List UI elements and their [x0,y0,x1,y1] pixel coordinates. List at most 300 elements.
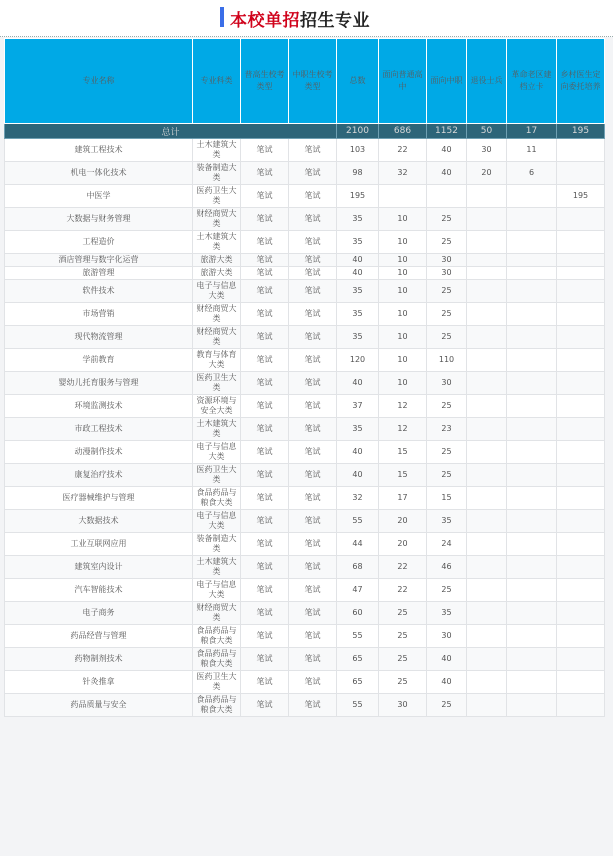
table-cell [467,395,507,418]
table-row [5,510,605,533]
table-cell [507,510,557,533]
table-row [5,694,605,717]
table-cell: 笔试 [241,464,289,487]
total-row [5,124,605,139]
category-cell: 电子与信息大类 [193,441,241,464]
table-row [5,139,605,162]
table-cell: 12 [379,395,427,418]
table-row [5,254,605,267]
table-cell [507,349,557,372]
table-cell: 30 [427,254,467,267]
table-cell: 笔试 [241,602,289,625]
category-cell: 装备制造大类 [193,533,241,556]
table-row [5,464,605,487]
table-cell: 笔试 [289,464,337,487]
table-cell [557,372,605,395]
category-cell: 土木建筑大类 [193,139,241,162]
category-cell: 教育与体育大类 [193,349,241,372]
category-cell: 旅游大类 [193,254,241,267]
table-cell: 110 [427,349,467,372]
table-cell: 笔试 [289,139,337,162]
table-cell: 20 [379,510,427,533]
table-cell: 10 [379,280,427,303]
table-cell: 40 [337,464,379,487]
table-row [5,185,605,208]
table-cell: 笔试 [241,280,289,303]
table-cell: 35 [427,510,467,533]
major-name-cell: 中医学 [5,185,193,208]
table-row [5,162,605,185]
table-cell: 22 [379,139,427,162]
table-cell: 40 [337,372,379,395]
table-cell: 35 [337,326,379,349]
table-cell: 笔试 [241,648,289,671]
category-cell: 土木建筑大类 [193,418,241,441]
title-accent-bar [220,7,224,27]
table-cell: 40 [337,441,379,464]
title-bar [0,0,613,37]
table-cell: 30 [467,139,507,162]
table-cell: 15 [379,464,427,487]
table-cell: 32 [379,162,427,185]
table-cell: 10 [379,267,427,280]
table-cell [467,464,507,487]
category-cell: 医药卫生大类 [193,464,241,487]
table-cell: 10 [379,372,427,395]
category-cell: 资源环境与安全大类 [193,395,241,418]
category-cell: 医药卫生大类 [193,671,241,694]
table-cell: 笔试 [289,267,337,280]
table-cell: 30 [427,372,467,395]
table-cell: 25 [427,208,467,231]
table-cell [557,648,605,671]
category-cell: 财经商贸大类 [193,208,241,231]
category-cell: 电子与信息大类 [193,510,241,533]
table-cell [557,464,605,487]
table-cell: 笔试 [289,694,337,717]
table-row [5,441,605,464]
table-cell [557,556,605,579]
header-cell: 面向普通高中 [379,39,427,124]
table-cell: 笔试 [241,579,289,602]
table-cell: 笔试 [241,510,289,533]
total-label: 总计 [5,124,337,139]
table-cell [467,556,507,579]
total-cell: 2100 [337,124,379,139]
table-cell: 195 [337,185,379,208]
table-cell [557,162,605,185]
table-cell [467,602,507,625]
table-cell [557,326,605,349]
table-cell [467,208,507,231]
table-cell: 笔试 [289,372,337,395]
table-row [5,267,605,280]
table-cell: 15 [379,441,427,464]
table-cell: 笔试 [241,254,289,267]
table-cell [467,510,507,533]
table-cell: 笔试 [289,510,337,533]
table-row [5,533,605,556]
major-name-cell: 汽车智能技术 [5,579,193,602]
table-cell [507,231,557,254]
table-cell: 笔试 [289,602,337,625]
table-cell: 笔试 [289,441,337,464]
table-cell [557,625,605,648]
table-cell: 10 [379,326,427,349]
table-cell: 笔试 [241,326,289,349]
major-name-cell: 软件技术 [5,280,193,303]
table-cell: 笔试 [241,231,289,254]
major-name-cell: 大数据与财务管理 [5,208,193,231]
table-cell: 25 [427,303,467,326]
major-name-cell: 针灸推拿 [5,671,193,694]
table-row [5,418,605,441]
table-row [5,231,605,254]
table-cell [467,418,507,441]
table-cell: 11 [507,139,557,162]
table-cell: 笔试 [289,162,337,185]
major-name-cell: 学前教育 [5,349,193,372]
table-cell: 195 [557,185,605,208]
table-cell: 40 [337,254,379,267]
table-cell [507,694,557,717]
table-cell [467,267,507,280]
table-cell: 17 [379,487,427,510]
table-cell [507,326,557,349]
major-name-cell: 旅游管理 [5,267,193,280]
major-name-cell: 环境监测技术 [5,395,193,418]
category-cell: 电子与信息大类 [193,280,241,303]
page-title [230,6,370,31]
table-cell: 25 [379,648,427,671]
table-cell [507,671,557,694]
table-cell: 23 [427,418,467,441]
table-cell [467,349,507,372]
table-cell: 10 [379,208,427,231]
table-cell [467,441,507,464]
table-cell: 笔试 [289,303,337,326]
table-cell: 10 [379,303,427,326]
major-name-cell: 电子商务 [5,602,193,625]
total-cell: 1152 [427,124,467,139]
table-cell: 37 [337,395,379,418]
table-cell: 20 [467,162,507,185]
table-cell: 68 [337,556,379,579]
major-name-cell: 药品质量与安全 [5,694,193,717]
category-cell: 土木建筑大类 [193,231,241,254]
table-cell: 6 [507,162,557,185]
table-cell [467,533,507,556]
total-cell: 686 [379,124,427,139]
table-cell: 12 [379,418,427,441]
table-cell [557,395,605,418]
table-cell: 35 [337,208,379,231]
table-cell: 30 [379,694,427,717]
major-name-cell: 建筑工程技术 [5,139,193,162]
table-cell: 35 [337,418,379,441]
table-cell [557,303,605,326]
table-cell [467,625,507,648]
header-cell: 面向中职 [427,39,467,124]
majors-table [4,38,605,717]
table-cell: 20 [379,533,427,556]
table-cell [507,267,557,280]
category-cell: 食品药品与粮食大类 [193,694,241,717]
major-name-cell: 婴幼儿托育服务与管理 [5,372,193,395]
table-cell: 笔试 [289,625,337,648]
header-cell: 总数 [337,39,379,124]
category-cell: 财经商贸大类 [193,326,241,349]
table-cell [467,185,507,208]
major-name-cell: 工程造价 [5,231,193,254]
table-cell [507,556,557,579]
table-row [5,602,605,625]
table-row [5,556,605,579]
table-cell [467,280,507,303]
table-cell: 44 [337,533,379,556]
table-cell [507,185,557,208]
table-cell: 笔试 [241,185,289,208]
table-cell: 25 [379,602,427,625]
table-cell: 笔试 [241,533,289,556]
table-cell: 10 [379,231,427,254]
table-cell: 笔试 [241,372,289,395]
table-cell: 笔试 [289,395,337,418]
header-cell: 革命老区建档立卡 [507,39,557,124]
table-cell [507,441,557,464]
category-cell: 财经商贸大类 [193,602,241,625]
table-cell [467,326,507,349]
table-cell: 笔试 [241,418,289,441]
table-cell: 35 [337,280,379,303]
table-cell: 25 [427,280,467,303]
table-cell [507,280,557,303]
table-cell [557,280,605,303]
table-row [5,372,605,395]
table-cell [557,579,605,602]
page-title-highlight: 本校单招 [230,11,300,31]
table-cell: 98 [337,162,379,185]
table-cell: 40 [427,648,467,671]
major-name-cell: 康复治疗技术 [5,464,193,487]
table-cell [507,602,557,625]
table-cell: 笔试 [241,349,289,372]
table-row [5,625,605,648]
table-cell: 25 [427,694,467,717]
major-name-cell: 工业互联网应用 [5,533,193,556]
table-cell: 笔试 [289,533,337,556]
table-cell: 笔试 [241,395,289,418]
table-cell: 笔试 [241,267,289,280]
major-name-cell: 建筑室内设计 [5,556,193,579]
major-name-cell: 机电一体化技术 [5,162,193,185]
table-cell: 10 [379,349,427,372]
table-cell: 笔试 [289,349,337,372]
table-cell [467,648,507,671]
table-cell: 笔试 [241,139,289,162]
table-cell: 笔试 [241,625,289,648]
table-cell: 24 [427,533,467,556]
category-cell: 装备制造大类 [193,162,241,185]
category-cell: 土木建筑大类 [193,556,241,579]
table-cell [467,579,507,602]
table-cell [557,671,605,694]
table-cell: 笔试 [289,556,337,579]
table-cell: 55 [337,510,379,533]
table-cell: 47 [337,579,379,602]
table-row [5,303,605,326]
table-cell: 32 [337,487,379,510]
table-cell [467,487,507,510]
header-cell: 专业名称 [5,39,193,124]
table-cell: 笔试 [241,671,289,694]
table-cell: 笔试 [241,487,289,510]
category-cell: 食品药品与粮食大类 [193,648,241,671]
table-row [5,208,605,231]
table-cell [557,208,605,231]
table-cell [507,625,557,648]
table-cell: 120 [337,349,379,372]
header-cell: 退役士兵 [467,39,507,124]
table-row [5,487,605,510]
category-cell: 电子与信息大类 [193,579,241,602]
table-cell: 笔试 [289,671,337,694]
total-cell: 195 [557,124,605,139]
table-cell [507,487,557,510]
table-cell [507,648,557,671]
table-cell [557,267,605,280]
table-cell [467,372,507,395]
table-cell [557,694,605,717]
table-cell: 笔试 [289,254,337,267]
table-cell: 25 [427,395,467,418]
table-cell [507,418,557,441]
table-cell: 55 [337,625,379,648]
table-cell [507,579,557,602]
table-cell: 40 [427,162,467,185]
table-cell: 30 [427,625,467,648]
table-row [5,349,605,372]
table-cell [557,510,605,533]
table-cell: 笔试 [241,556,289,579]
table-cell: 35 [337,231,379,254]
table-cell: 笔试 [289,208,337,231]
total-cell: 50 [467,124,507,139]
header-cell: 乡村医生定向委托培养 [557,39,605,124]
table-cell [507,208,557,231]
table-cell [507,372,557,395]
table-cell [557,139,605,162]
table-cell: 25 [379,625,427,648]
major-name-cell: 医疗器械维护与管理 [5,487,193,510]
total-cell: 17 [507,124,557,139]
category-cell: 医药卫生大类 [193,372,241,395]
page-title-rest: 招生专业 [300,11,370,31]
table-cell [467,231,507,254]
table-cell: 25 [427,464,467,487]
table-cell: 笔试 [289,579,337,602]
table-cell: 65 [337,671,379,694]
table-cell [467,671,507,694]
category-cell: 旅游大类 [193,267,241,280]
major-name-cell: 药物制剂技术 [5,648,193,671]
table-cell [507,254,557,267]
table-cell: 笔试 [241,303,289,326]
table-cell: 25 [427,579,467,602]
table-cell [467,303,507,326]
table-cell: 笔试 [289,280,337,303]
table-cell [557,254,605,267]
table-cell: 25 [379,671,427,694]
table-cell: 笔试 [241,441,289,464]
category-cell: 食品药品与粮食大类 [193,487,241,510]
table-cell: 笔试 [289,326,337,349]
table-cell: 40 [427,671,467,694]
table-cell [557,602,605,625]
table-cell: 笔试 [289,231,337,254]
table-cell [557,231,605,254]
table-cell: 10 [379,254,427,267]
major-name-cell: 酒店管理与数字化运营 [5,254,193,267]
table-cell: 25 [427,326,467,349]
major-name-cell: 市政工程技术 [5,418,193,441]
table-header-row [5,39,605,124]
table-row [5,579,605,602]
table-cell [507,533,557,556]
table-cell [427,185,467,208]
major-name-cell: 动漫制作技术 [5,441,193,464]
table-cell: 25 [427,441,467,464]
category-cell: 医药卫生大类 [193,185,241,208]
major-name-cell: 药品经营与管理 [5,625,193,648]
table-row [5,671,605,694]
table-cell: 笔试 [289,487,337,510]
major-name-cell: 现代物流管理 [5,326,193,349]
table-cell [557,487,605,510]
category-cell: 财经商贸大类 [193,303,241,326]
table-row [5,326,605,349]
table-row [5,280,605,303]
table-cell [507,464,557,487]
table-cell [557,418,605,441]
table-cell [507,395,557,418]
header-cell: 专业科类 [193,39,241,124]
table-cell: 22 [379,556,427,579]
table-cell: 40 [337,267,379,280]
table-cell: 40 [427,139,467,162]
table-cell: 25 [427,231,467,254]
table-row [5,648,605,671]
major-name-cell: 大数据技术 [5,510,193,533]
table-cell: 笔试 [241,162,289,185]
table-cell: 65 [337,648,379,671]
table-cell: 35 [427,602,467,625]
table-cell: 60 [337,602,379,625]
category-cell: 食品药品与粮食大类 [193,625,241,648]
table-cell [467,694,507,717]
table-cell: 笔试 [289,185,337,208]
table-cell [557,349,605,372]
header-cell: 中职生校考类型 [289,39,337,124]
table-body [5,139,605,717]
table-cell: 55 [337,694,379,717]
table-cell: 35 [337,303,379,326]
header-cell: 普高生校考类型 [241,39,289,124]
table-cell: 30 [427,267,467,280]
table-cell [379,185,427,208]
table-cell: 46 [427,556,467,579]
table-cell: 笔试 [289,648,337,671]
